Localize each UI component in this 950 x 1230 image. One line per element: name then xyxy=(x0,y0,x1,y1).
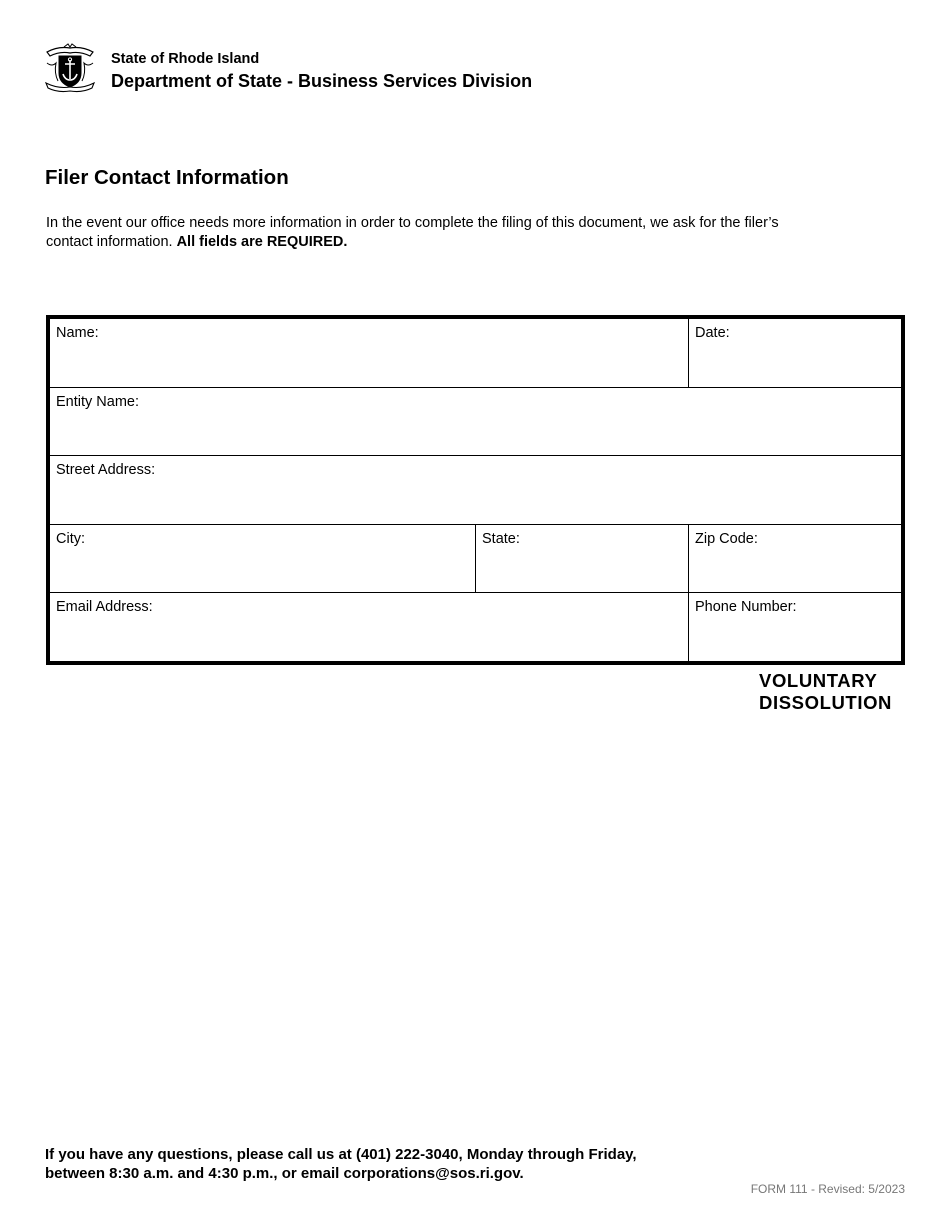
state-field[interactable] xyxy=(475,525,688,593)
form-type-line2: DISSOLUTION xyxy=(759,692,893,713)
phone-number-label: Phone Number: xyxy=(695,599,797,615)
footer-line1: If you have any questions, please call us at (401) 222-3040, Monday through Friday, xyxy=(45,1146,637,1163)
form-type-label xyxy=(759,670,892,714)
state-label: State: xyxy=(482,530,520,547)
zip-code-label: Zip Code: xyxy=(695,530,758,547)
date-label: Date: xyxy=(695,325,730,341)
form-number: FORM 111 - Revised: 5/2023 xyxy=(750,1182,905,1196)
date-field[interactable] xyxy=(688,319,901,387)
filer-contact-form xyxy=(46,315,905,665)
section-title: Filer Contact Information xyxy=(45,166,289,189)
phone-number-field[interactable] xyxy=(688,593,901,662)
form-row-street xyxy=(50,456,901,525)
form-row-name-date xyxy=(50,319,901,388)
footer-contact-info xyxy=(45,1145,637,1183)
street-address-field[interactable] xyxy=(50,456,901,524)
street-address-label: Street Address: xyxy=(56,462,156,478)
form-row-city-state-zip xyxy=(50,525,901,594)
email-address-field[interactable] xyxy=(50,593,688,662)
form-row-email-phone xyxy=(50,593,901,662)
entity-name-field[interactable] xyxy=(50,388,901,456)
footer-line2: between 8:30 a.m. and 4:30 p.m., or email corporations@sos.ri.gov. xyxy=(45,1165,524,1182)
header-department-name: Department of State - Business Services Division xyxy=(111,71,533,91)
entity-name-label: Entity Name: xyxy=(56,393,139,410)
form-row-entity xyxy=(50,388,901,457)
zip-code-field[interactable] xyxy=(688,525,901,593)
city-label: City: xyxy=(56,530,85,547)
name-label: Name: xyxy=(56,325,99,341)
state-seal-logo xyxy=(44,43,96,93)
intro-paragraph xyxy=(46,214,826,252)
form-type-line1: VOLUNTARY xyxy=(759,670,878,691)
intro-text: In the event our office needs more information in order to complete the filing of this document, we ask for the filer’s contact information. xyxy=(46,215,779,250)
name-field[interactable] xyxy=(50,319,688,387)
header-state-name: State of Rhode Island xyxy=(111,51,260,67)
required-notice: All fields are REQUIRED. xyxy=(176,234,348,250)
city-field[interactable] xyxy=(50,525,475,593)
email-address-label: Email Address: xyxy=(56,599,153,615)
